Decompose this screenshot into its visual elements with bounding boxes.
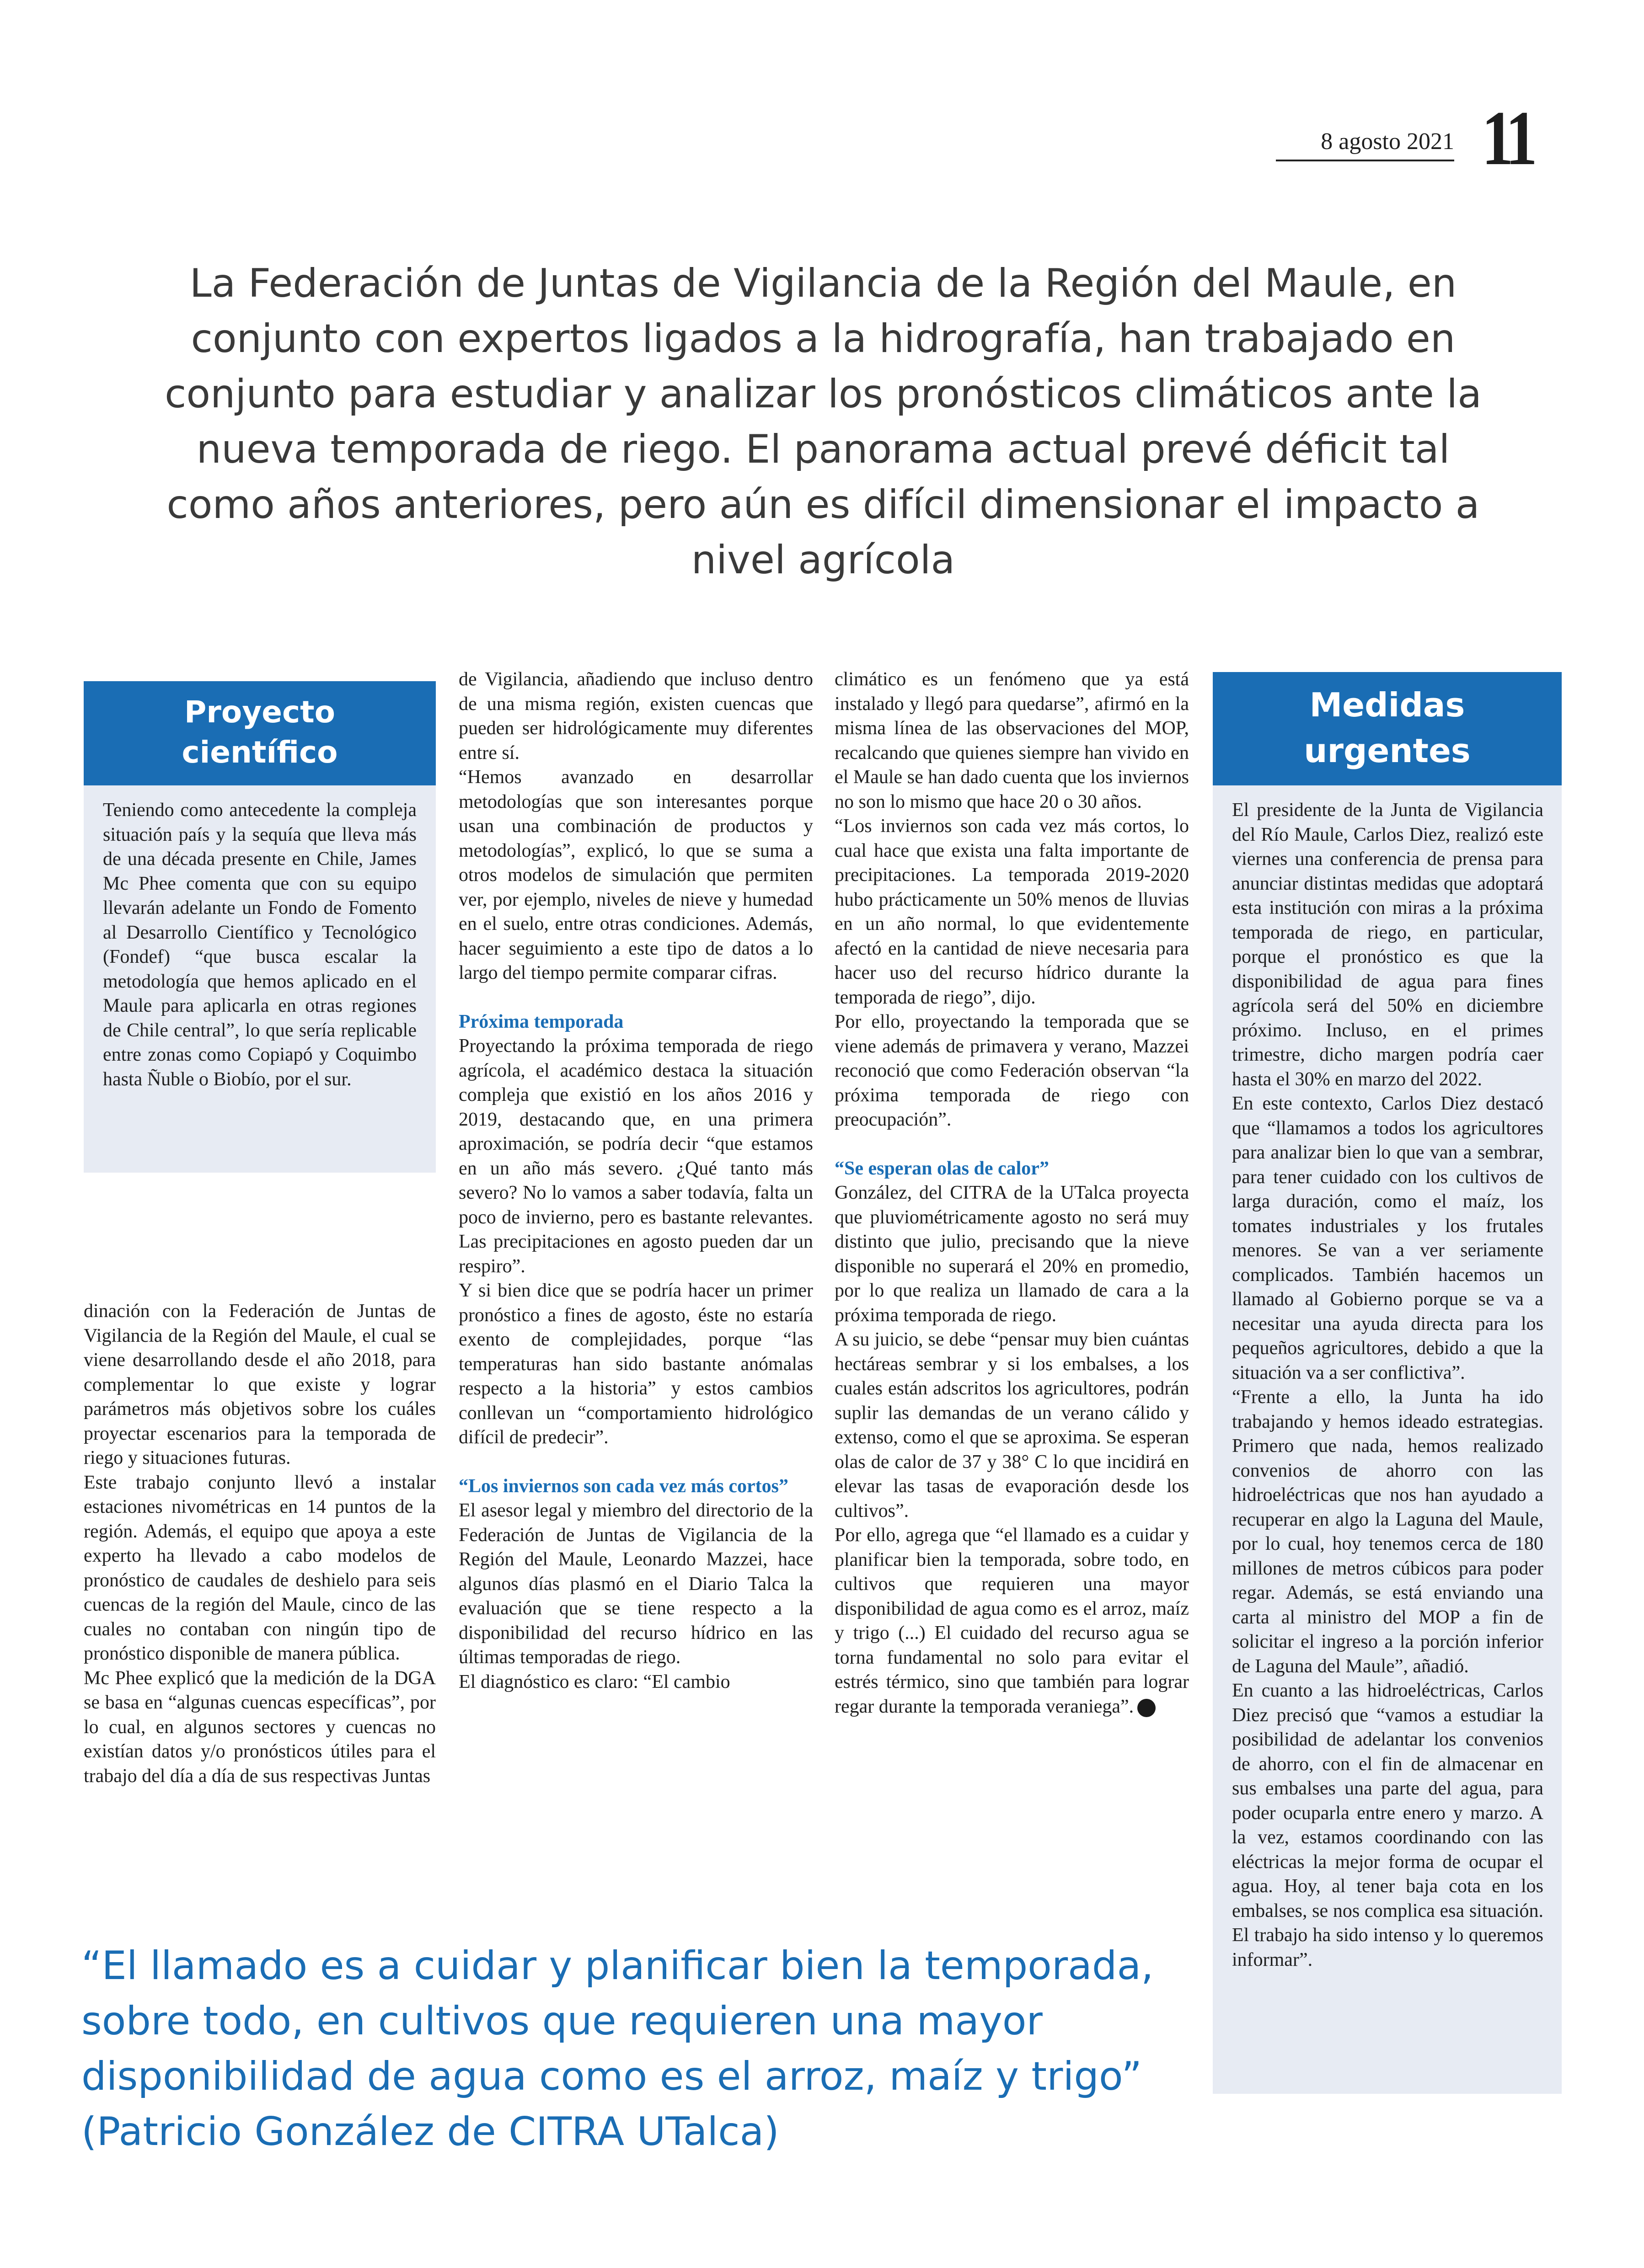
paragraph: En cuanto a las hidroeléctricas, Carlos Diez precisó que “vamos a estudiar la posibilidad de adelantar los convenios de ahorro, con el fin de almacenar en sus embalses una parte del agua, para poder ocuparla entre enero y marzo. A la vez, estamos coordinando con las eléctricas la mejor forma de ocupar el agua. Hoy, al tener baja cota en los embalses, se nos complica esa situación. El trabajo ha sido intenso y lo queremos informar”. (1232, 1680, 1543, 1970)
article-subheading: La Federación de Juntas de Vigilancia de la Región del Maule, en conjunto con expertos ligados a la hidrografía, han trabajado en conjunto para estudiar y analizar los pronósticos climáticos ante la nueva temporada de riego. El panorama actual prevé déficit tal como años anteriores, pero aún es difícil dimensionar el impacto a nivel agrícola (165, 261, 1482, 583)
page-number: 11 (1482, 95, 1533, 181)
section-heading: “Se esperan olas de calor” (835, 1158, 1049, 1179)
paragraph: climático es un fenómeno que ya está instalado y llegó para quedarse”, afirmó en la misma línea de las observaciones del MOP, recalcando que quienes siempre han vivido en el Maule se han dado cuenta que los inviernos no son lo mismo que hace 20 o 30 años. (835, 669, 1189, 812)
issue-date: 8 agosto 2021 (1276, 128, 1454, 161)
medidas-urgentes-box (1213, 672, 1562, 2094)
medidas-urgentes-text (1213, 785, 1562, 1972)
paragraph: “Los inviernos son cada vez más cortos, lo cual hace que exista una falta importante de precipitaciones. La temporada 2019-2020 hubo prácticamente un 50% menos de lluvias en un año normal, lo que evidentemente afectó en la cantidad de nieve necesaria para hacer uso del recurso hídrico durante la temporada de riego”, dijo. (835, 816, 1189, 1008)
paragraph: Y si bien dice que se podría hacer un primer pronóstico a fines de agosto, éste no estaría exento de complejidades, porque “las temperaturas han sido bastante anómalas respecto a la historia” y estos cambios conllevan un “comportamiento hidrológico difícil de predecir”. (459, 1280, 813, 1448)
proyecto-cientifico-title: Proyecto científico (84, 681, 436, 785)
column-1 (84, 1299, 436, 1788)
paragraph: “Frente a ello, la Junta ha ido trabajando y hemos ideado estrategias. Primero que nada, hemos realizado convenios de ahorro con las hidroeléctricas que nos han ayudado a recuperar en algo la Laguna del Maule, por lo cual, hoy tenemos cerca de 180 millones de metros cúbicos para poder regar. Además, se está enviando una carta al ministro del MOP a fin de solicitar el ingreso a la porción inferior de Laguna del Maule”, añadió. (1232, 1387, 1543, 1677)
section-heading: “Los inviernos son cada vez más cortos” (459, 1475, 788, 1497)
paragraph: Teniendo como antecedente la compleja situación país y la sequía que lleva más de una década presente en Chile, James Mc Phee comenta que con su equipo llevarán adelante un Fondo de Fomento al Desarrollo Científico y Tecnológico (Fondef) “que busca escalar la metodología que hemos aplicado en el Maule para aplicarla en otras regiones de Chile central”, lo que sería replicable entre zonas como Copiapó y Coquimbo hasta Ñuble o Biobío, por el sur. (103, 800, 417, 1090)
paragraph: El diagnóstico es claro: “El cambio (459, 1671, 730, 1692)
paragraph: En este contexto, Carlos Diez destacó que “llamamos a todos los agricultores para analizar bien lo que van a sembrar, para tener cuidado con los cultivos de larga duración, como el maíz, los tomates industriales y los frutales menores. Se van a ver seriamente complicados. También hacemos un llamado al Gobierno porque se va a necesitar una ayuda directa para los pequeños agricultores, debido a que la situación va a ser conflictiva”. (1232, 1093, 1543, 1383)
paragraph: Proyectando la próxima temporada de riego agrícola, el académico destaca la situación compleja que existió en los años 2016 y 2019, destacando que, en una primera aproximación, se podría decir “que estamos en un año más severo. ¿Qué tanto más severo? No lo vamos a saber todavía, falta un poco de invierno, pero es bastante relevantes. Las precipitaciones en agosto pueden dar un respiro”. (459, 1035, 813, 1277)
pull-quote: “El llamado es a cuidar y planificar bien la temporada, sobre todo, en cultivos que requieren una mayor disponibilidad de agua como es el arroz, maíz y trigo” (Patricio González de CITRA UTalca) (81, 1943, 1154, 2155)
paragraph: Este trabajo conjunto llevó a instalar estaciones nivométricas en 14 puntos de la región. Además, el equipo que apoya a este experto ha llevado a cabo modelos de pronóstico de caudales de deshielo para seis cuencas de la región del Maule, cinco de las cuales no contaban con ningún tipo de pronóstico disponible de manera pública. (84, 1472, 436, 1664)
paragraph: “Hemos avanzado en desarrollar metodologías que son interesantes porque usan una combinación de productos y metodologías”, explicó, lo que se suma a otros modelos de simulación que permiten ver, por ejemplo, niveles de nieve y humedad en el suelo, entre otras condiciones. Además, hacer seguimiento a este tipo de datos a lo largo del tiempo permite comparar cifras. (459, 767, 813, 983)
paragraph: El presidente de la Junta de Vigilancia del Río Maule, Carlos Diez, realizó este viernes una conferencia de prensa para anunciar distintas medidas que adoptará esta institución con miras a la próxima temporada de riego, en particular, porque el pronóstico es que la disponibilidad de agua para fines agrícola será del 50% en diciembre próximo. Incluso, en el primes trimestre, dicho margen podría caer hasta el 30% en marzo del 2022. (1232, 800, 1543, 1090)
paragraph: A su juicio, se debe “pensar muy bien cuántas hectáreas sembrar y si los embalses, a los cuales están adscritos los agricultores, podrán suplir las demandas de un verano cálido y extenso, como el que se aproxima. Se esperan olas de calor de 37 y 38° C lo que incidirá en elevar las tasas de evaporación desde los cultivos”. (835, 1329, 1189, 1521)
medidas-urgentes-title: Medidas urgentes (1213, 672, 1562, 785)
paragraph: dinación con la Federación de Juntas de Vigilancia de la Región del Maule, el cual se viene desarrollando desde el año 2018, para complementar lo que existe y lograr parámetros más objetivos sobre los cuáles proyectar escenarios para la temporada de riego y situaciones futuras. (84, 1301, 436, 1468)
paragraph: de Vigilancia, añadiendo que incluso dentro de una misma región, existen cuencas que pueden ser hidrológicamente muy diferentes entre sí. (459, 669, 813, 763)
proyecto-cientifico-text (84, 785, 436, 1092)
paragraph-text: Por ello, agrega que “el llamado es a cuidar y planificar bien la temporada, sobre todo, en cultivos que requieren una mayor disponibilidad de agua como es el arroz, maíz y trigo (...) El cuidado del recurso agua se torna fundamental no solo para evitar el estrés térmico, sino que también para lograr regar durante la temporada veraniega”. (835, 1525, 1189, 1717)
paragraph: El asesor legal y miembro del directorio de la Federación de Juntas de Vigilancia de la Región del Maule, Leonardo Mazzei, hace algunos días plasmó en el Diario Talca la evaluación que se tiene respecto a la disponibilidad del recurso hídrico en las últimas temporadas de riego. (459, 1500, 813, 1668)
end-of-article-mark (1137, 1699, 1156, 1717)
proyecto-cientifico-box (84, 681, 436, 1173)
column-2 (459, 667, 813, 1694)
paragraph: Por ello, proyectando la temporada que se viene además de primavera y verano, Mazzei reconoció que como Federación observan “la próxima temporada de riego con preocupación”. (835, 1011, 1189, 1130)
section-heading: Próxima temporada (459, 1011, 624, 1032)
column-3 (835, 667, 1189, 1719)
paragraph: Mc Phee explicó que la medición de la DGA se basa en “algunas cuencas específicas”, por lo cual, en algunos sectores y cuencas no existían datos y/o pronósticos útiles para el trabajo del día a día de sus respectivas Juntas (84, 1667, 436, 1787)
paragraph (835, 1523, 1189, 1719)
paragraph: González, del CITRA de la UTalca proyecta que pluviométricamente agosto no será muy distinto que julio, precisando que la nieve disponible no superará el 20% en promedio, por lo que realiza un llamado de cara a la próxima temporada de riego. (835, 1182, 1189, 1326)
